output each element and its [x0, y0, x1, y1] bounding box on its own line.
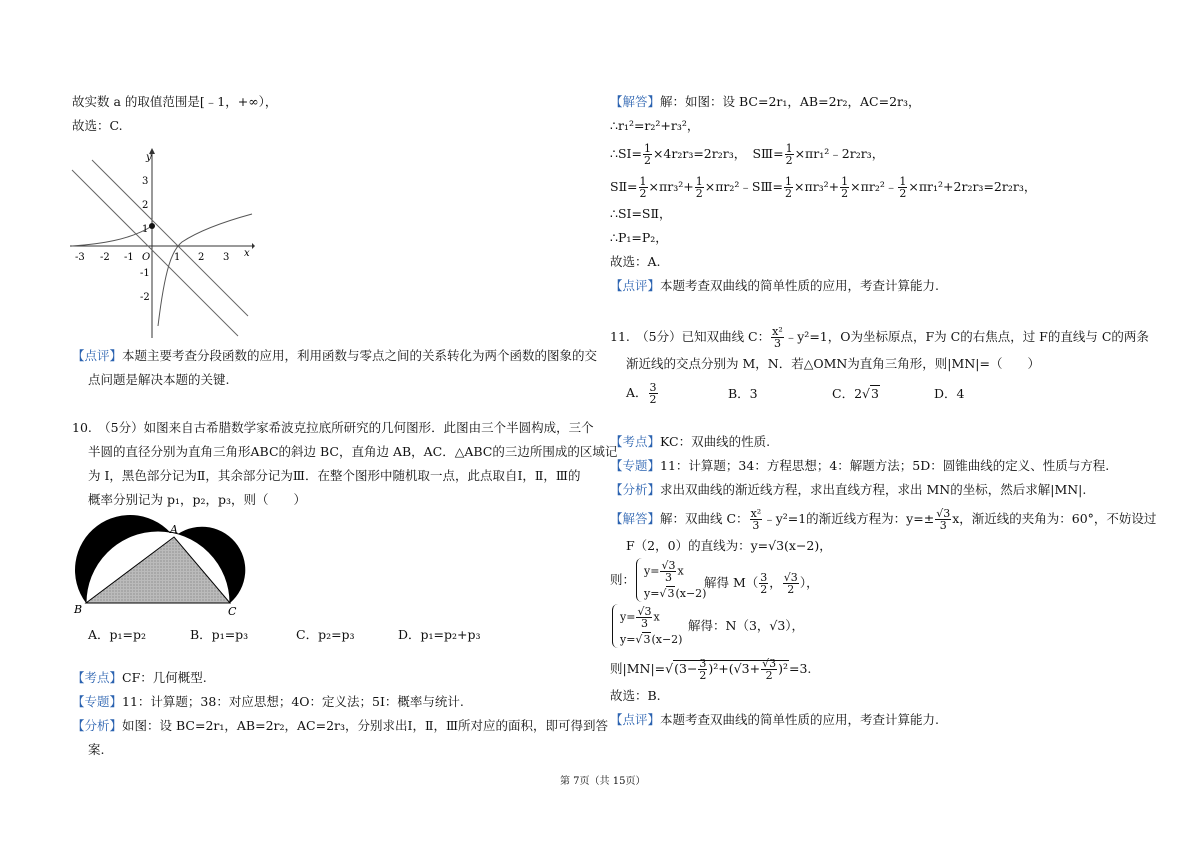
q11-answer-2: F（2，0）的直线为：y=√3(x−2)，: [626, 538, 832, 553]
answer-range-line: 故实数 a 的取值范围是[﹣1，+∞），: [72, 94, 278, 109]
q11-option-a: A． $\frac{3}{2}$: [626, 381, 657, 406]
q11-kaodian: 【考点】KC：双曲线的性质.: [610, 434, 771, 449]
svg-text:1: 1: [174, 252, 181, 263]
q10-line-4: 概率分别记为 p₁，p₂，p₃，则（ ）: [88, 492, 307, 507]
q10-option-b: B．p₁=p₃: [190, 627, 249, 642]
page-footer: 第 7页（共 15页）: [560, 776, 646, 787]
hippocrates-figure: [70, 515, 250, 617]
q10-option-d: D．p₁=p₂+p₃: [398, 627, 481, 642]
q11-point-n: 解得：N（3，√3），: [688, 618, 805, 633]
q11-mn-length: 则|MN|=√(3− $\frac{3}{2}$ )²+(√3+ $\frac{√3}{2}$ )²=3.: [610, 657, 812, 682]
q10-answer-1: 【解答】解：如图：设 BC=2r₁，AB=2r₂，AC=2r₃，: [610, 94, 921, 109]
q11-comment: 【点评】本题考查双曲线的简单性质的应用，考查计算能力.: [610, 712, 939, 727]
svg-text:-2: -2: [140, 292, 150, 303]
svg-text:2: 2: [198, 252, 205, 263]
q10-option-c: C．p₂=p₃: [296, 627, 355, 642]
q10-answer-7: 故选：A.: [610, 254, 661, 269]
q10-answer-2: ∴r₁²=r₂²+r₃²，: [610, 118, 700, 133]
q11-option-c: C．2√3: [832, 386, 879, 401]
q10-line-3: 为 I，黑色部分记为Ⅱ，其余部分记为Ⅲ．在整个图形中随机取一点，此点取自Ⅰ，Ⅱ，Ⅲ的: [88, 468, 581, 483]
q11-option-b: B．3: [728, 386, 758, 401]
svg-text:C: C: [228, 605, 237, 617]
svg-text:-2: -2: [100, 252, 110, 263]
q11-option-d: D．4: [934, 386, 965, 401]
function-graph: [70, 148, 255, 338]
q10-option-a: A．p₁=p₂: [88, 627, 147, 642]
svg-text:x: x: [244, 248, 250, 259]
q10-line-2: 半圆的直径分别为直角三角形ABC的斜边 BC，直角边 AB，AC．△ABC的三边所围成的区域记: [88, 444, 618, 459]
q10-line-1: 10. （5分）如图来自古希腊数学家希波克拉底所研究的几何图形．此图由三个半圆构成，三个: [72, 420, 594, 435]
svg-text:2: 2: [142, 200, 149, 211]
q10-answer-4: SⅡ= $\frac{1}{2}$ ×πr₃²+ $\frac{1}{2}$ ×πr₂²﹣SⅢ= $\frac{1}{2}$ ×πr₃²+ $\frac{1}{2}$ ×πr₂²﹣ $\frac{1}{2}$ ×πr₁²+2r₂r₃=2r₂r₃，: [610, 175, 1037, 200]
svg-text:B: B: [74, 603, 83, 616]
q10-answer-6: ∴P₁=P₂，: [610, 230, 668, 245]
q10-answer-5: ∴SⅠ=SⅡ，: [610, 206, 672, 221]
q10-comment: 【点评】本题考查双曲线的简单性质的应用，考查计算能力.: [610, 278, 939, 293]
q10-fenxi-2: 案.: [88, 742, 105, 757]
svg-text:3: 3: [223, 252, 230, 263]
q11-answer-1: 【解答】解：双曲线 C： $\frac{\text{x²}}{3}$ ﹣y²=1的渐近线方程为：y=± $\frac{√3}{3}$ x，渐近线的夹角为：60°，不妨设过: [610, 507, 1157, 532]
svg-text:-1: -1: [140, 268, 150, 279]
comment-line-1: 【点评】本题主要考查分段函数的应用，利用函数与零点之间的关系转化为两个函数的图象的交: [72, 348, 598, 363]
comment-line-2: 点问题是解决本题的关键.: [88, 372, 230, 387]
tick-x-neg3: -3: [75, 252, 85, 263]
svg-text:A: A: [170, 523, 178, 536]
svg-text:3: 3: [142, 176, 149, 187]
q11-line-1: 11. （5分）已知双曲线 C： $\frac{\text{x²}}{3}$ ﹣y²=1，O为坐标原点，F为 C的右焦点，过 F的直线与 C的两条: [610, 325, 1149, 350]
q11-zhuanti: 【专题】11：计算题；34：方程思想；4：解题方法；5D：圆锥曲线的定义、性质与方程.: [610, 458, 1110, 473]
q10-answer-3: ∴SⅠ= $\frac{1}{2}$ ×4r₂r₃=2r₂r₃， SⅢ= $\frac{1}{2}$ ×πr₁²﹣2r₂r₃，: [610, 142, 885, 167]
q11-fenxi: 【分析】求出双曲线的渐近线方程，求出直线方程，求出 MN的坐标，然后求解|MN|.: [610, 482, 1087, 497]
q10-zhuanti: 【专题】11：计算题；38：对应思想；4O：定义法；5I：概率与统计.: [72, 694, 464, 709]
q11-answer-3-label: 则：: [610, 572, 636, 587]
q11-line-2: 渐近线的交点分别为 M，N．若△OMN为直角三角形，则|MN|=（ ）: [626, 356, 1040, 371]
svg-text:1: 1: [142, 224, 149, 235]
q11-selection: 故选：B.: [610, 688, 661, 703]
q10-fenxi: 【分析】如图：设 BC=2r₁，AB=2r₂，AC=2r₃，分别求出Ⅰ，Ⅱ，Ⅲ所对应的面积，即可得到答: [72, 718, 609, 733]
q11-point-m: 解得 M（ $\frac{3}{2}$ ， $\frac{√3}{2}$ ），: [704, 571, 819, 596]
svg-text:y: y: [146, 152, 152, 163]
answer-choice-line: 故选：C.: [72, 118, 123, 133]
svg-text:-1: -1: [124, 252, 134, 263]
q10-kaodian: 【考点】CF：几何概型.: [72, 670, 207, 685]
svg-text:O: O: [142, 252, 151, 263]
